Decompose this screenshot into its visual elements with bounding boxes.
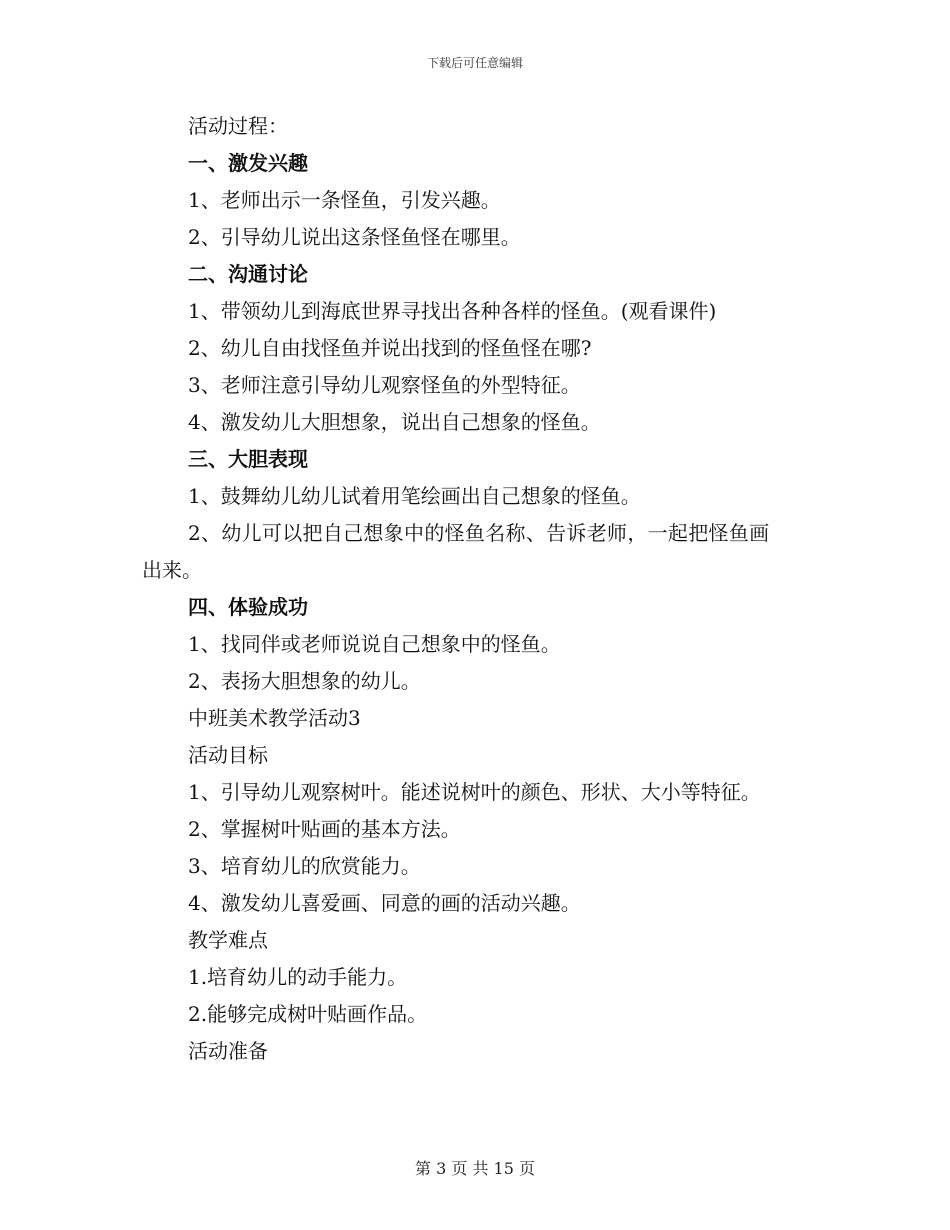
list-item: 4、激发幼儿大胆想象，说出自己想象的怪鱼。: [188, 410, 601, 434]
list-item: 4、激发幼儿喜爱画、同意的画的活动兴趣。: [188, 891, 581, 915]
activity-title: 中班美术教学活动3: [188, 706, 361, 730]
section-label-process: 活动过程：: [188, 114, 288, 138]
page-number-footer: 第 3 页 共 15 页: [415, 1159, 535, 1178]
list-item: 3、培育幼儿的欣赏能力。: [188, 854, 421, 878]
list-item-wrapped: 2、幼儿可以把自己想象中的怪鱼名称、告诉老师，一起把怪鱼画: [188, 521, 770, 545]
list-item: 1.培育幼儿的动手能力。: [188, 965, 408, 989]
list-item: 2、引导幼儿说出这条怪鱼怪在哪里。: [188, 225, 521, 249]
list-item: 2、掌握树叶贴画的基本方法。: [188, 817, 461, 841]
list-item: 1、引导幼儿观察树叶。能述说树叶的颜色、形状、大小等特征。: [188, 780, 761, 804]
list-item: 3、老师注意引导幼儿观察怪鱼的外型特征。: [188, 373, 581, 397]
list-item: 1、鼓舞幼儿幼儿试着用笔绘画出自己想象的怪鱼。: [188, 484, 641, 508]
page-header: 下载后可任意编辑: [426, 56, 523, 70]
list-item: 1、老师出示一条怪鱼，引发兴趣。: [188, 188, 501, 212]
section-heading-2: 二、沟通讨论: [188, 262, 308, 286]
list-item: 1、带领幼儿到海底世界寻找出各种各样的怪鱼。(观看课件): [188, 299, 717, 323]
list-item-continuation: 出来。: [142, 558, 202, 582]
document-body: [142, 108, 812, 1070]
section-heading-3: 三、大胆表现: [188, 447, 308, 471]
list-item: 2、幼儿自由找怪鱼并说出找到的怪鱼怪在哪?: [188, 336, 592, 360]
list-item: 2.能够完成树叶贴画作品。: [188, 1002, 428, 1026]
list-item: 2、表扬大胆想象的幼儿。: [188, 669, 421, 693]
section-label-difficulty: 教学难点: [188, 928, 268, 952]
list-item: 1、找同伴或老师说说自己想象中的怪鱼。: [188, 632, 561, 656]
section-heading-1: 一、激发兴趣: [188, 151, 308, 175]
section-heading-4: 四、体验成功: [188, 595, 308, 619]
section-label-preparation: 活动准备: [188, 1039, 268, 1063]
section-label-goals: 活动目标: [188, 743, 268, 767]
